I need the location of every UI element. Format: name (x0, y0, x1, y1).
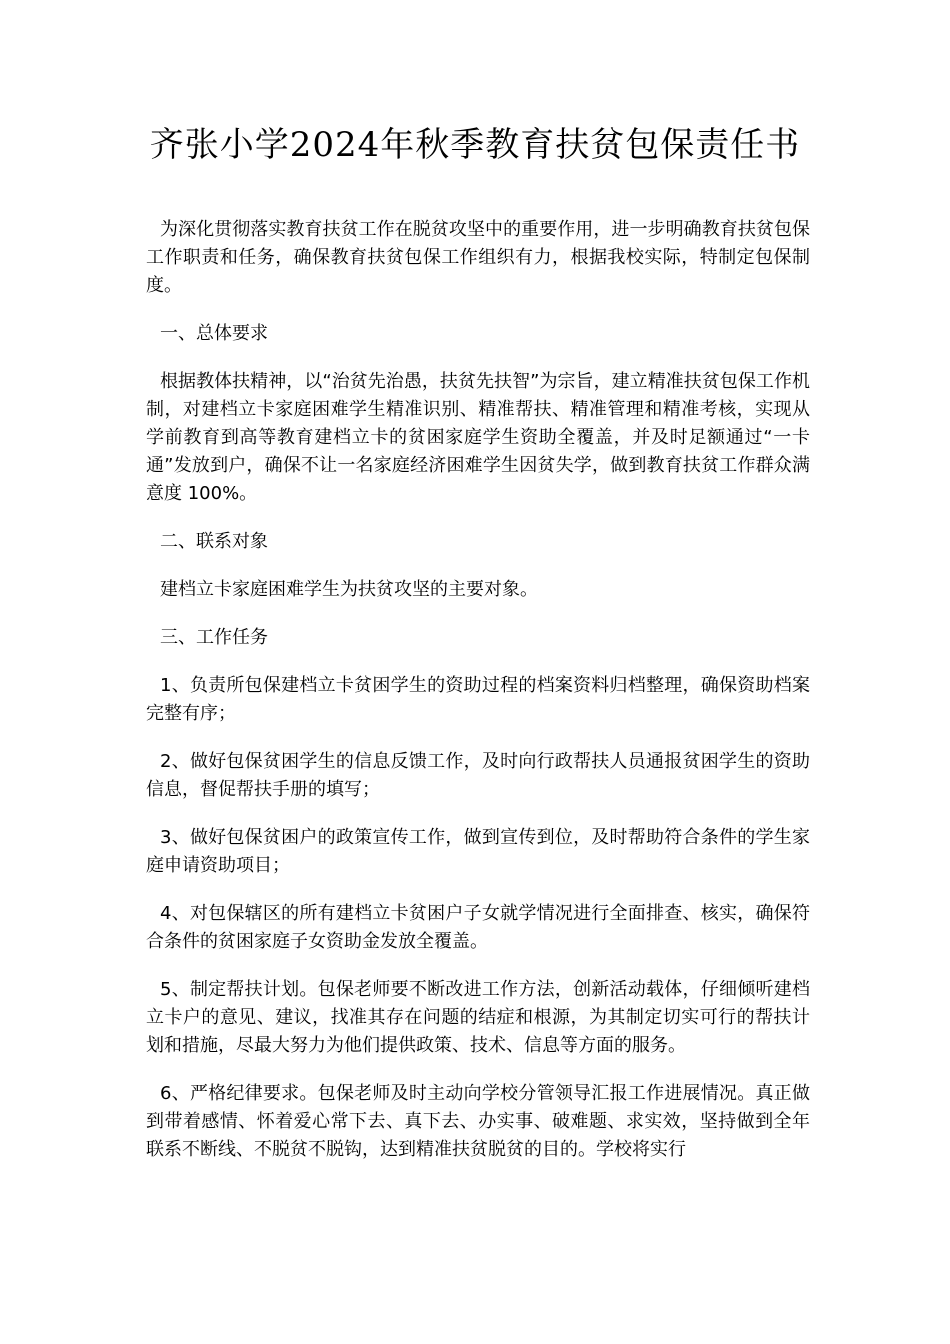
section-heading-contact-targets: 二、联系对象 (160, 531, 268, 552)
section-heading-general-requirements: 一、总体要求 (160, 323, 268, 344)
task-item-6: 6、严格纪律要求。包保老师及时主动向学校分管领导汇报工作进展情况。真正做到带着感情、怀着爱心常下去、真下去、办实事、破难题、求实效，坚持做到全年联系不断线、不脱贫不脱钩，达到精准扶贫脱贫的目的。学校将实行 (146, 1083, 810, 1160)
task-item-4: 4、对包保辖区的所有建档立卡贫困户子女就学情况进行全面排查、核实，确保符合条件的贫困家庭子女资助金发放全覆盖。 (146, 903, 810, 952)
task-item-5: 5、制定帮扶计划。包保老师要不断改进工作方法，创新活动载体，仔细倾听建档立卡户的意见、建议，找准其存在问题的结症和根源，为其制定切实可行的帮扶计划和措施，尽最大努力为他们提供政策、技术、信息等方面的服务。 (146, 979, 810, 1056)
general-requirements-paragraph: 根据教体扶精神，以“治贫先治愚，扶贫先扶智”为宗旨，建立精准扶贫包保工作机制，对建档立卡家庭困难学生精准识别、精准帮扶、精准管理和精准考核，实现从学前教育到高等教育建档立卡的贫困家庭学生资助全覆盖，并及时足额通过“一卡通”发放到户，确保不让一名家庭经济困难学生因贫失学，做到教育扶贫工作群众满意度 100%。 (146, 371, 810, 504)
task-item-2: 2、做好包保贫困学生的信息反馈工作，及时向行政帮扶人员通报贫困学生的资助信息，督促帮扶手册的填写； (146, 751, 810, 800)
document-body (146, 216, 810, 1184)
section-heading-work-tasks: 三、工作任务 (160, 627, 268, 648)
task-item-1: 1、负责所包保建档立卡贫困学生的资助过程的档案资料归档整理，确保资助档案完整有序； (146, 675, 810, 724)
contact-targets-paragraph: 建档立卡家庭困难学生为扶贫攻坚的主要对象。 (160, 579, 538, 600)
intro-paragraph: 为深化贯彻落实教育扶贫工作在脱贫攻坚中的重要作用，进一步明确教育扶贫包保工作职责和任务，确保教育扶贫包保工作组织有力，根据我校实际，特制定包保制度。 (146, 219, 810, 296)
task-item-3: 3、做好包保贫困户的政策宣传工作，做到宣传到位，及时帮助符合条件的学生家庭申请资助项目； (146, 827, 810, 876)
document-title: 齐张小学2024年秋季教育扶贫包保责任书 (149, 125, 801, 165)
